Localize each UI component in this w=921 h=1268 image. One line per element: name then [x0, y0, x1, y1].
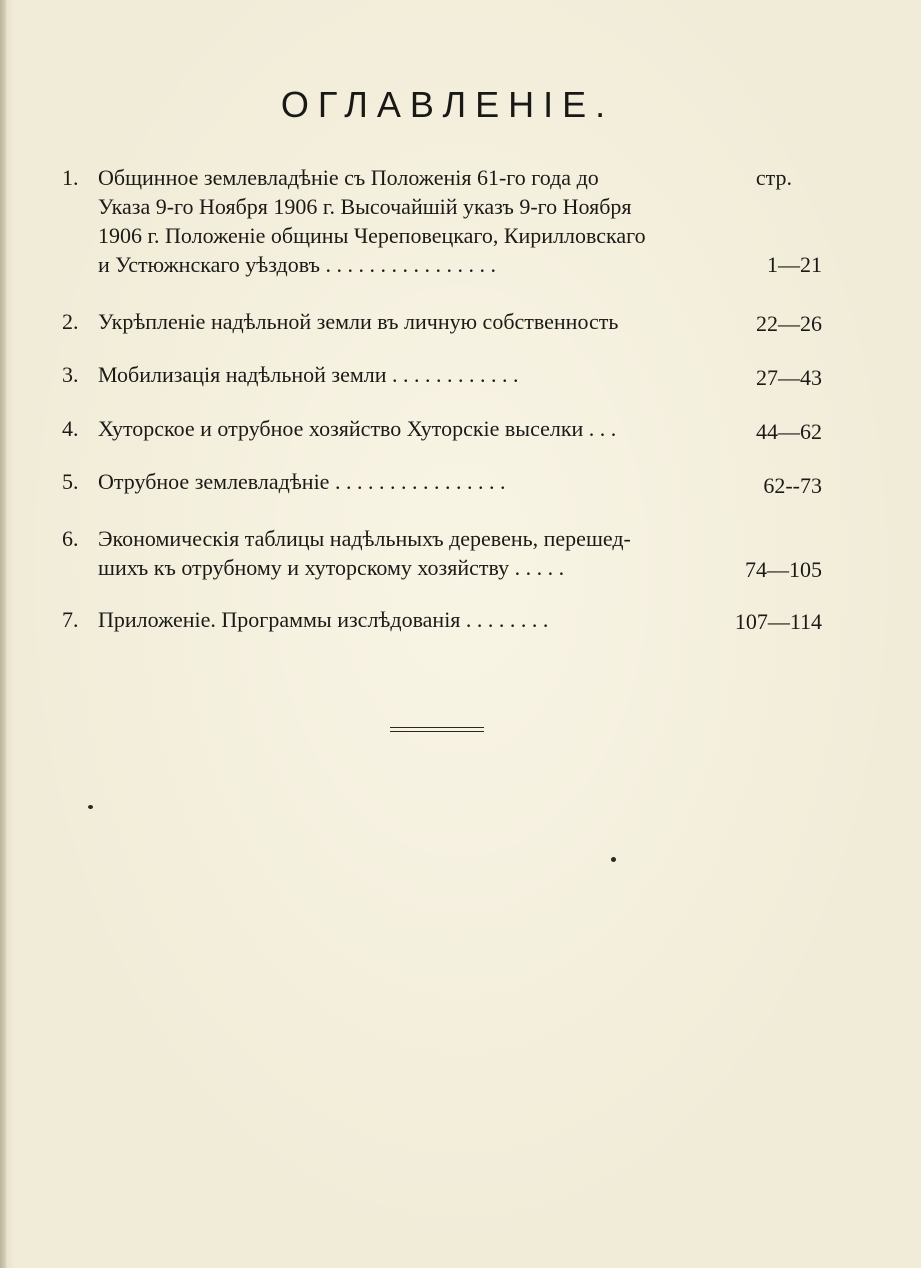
entry-text [98, 360, 718, 389]
entry-number: 5. [62, 469, 79, 494]
toc-entry-5 [62, 467, 822, 497]
entry-line: Мобилизацiя надѣльной земли . . . . . . . . . . . . [98, 362, 519, 387]
entry-number: 2. [62, 309, 79, 334]
print-speck [611, 857, 616, 862]
print-speck [88, 805, 93, 809]
entry-line: 1906 г. Положенiе общины Череповецкаго, Кирилловскаго [98, 223, 646, 248]
entry-line: шихъ къ отрубному и хуторскому хозяйству . . . . . [98, 555, 565, 580]
page-title: ОГЛАВЛЕНIЕ. [280, 84, 615, 125]
closing-rule-top [390, 727, 484, 728]
entry-number: 4. [62, 416, 79, 441]
entry-text [98, 307, 718, 336]
entry-pages: 62--73 [763, 473, 822, 498]
entry-number: 6. [62, 526, 79, 551]
entry-pages: 22—26 [756, 311, 822, 336]
entry-text [98, 524, 718, 582]
entry-line: Отрубное землевладѣнiе . . . . . . . . . . . . . . . . [98, 469, 506, 494]
entry-pages: 74—105 [745, 557, 822, 582]
toc-entry-2 [62, 307, 822, 337]
toc-entry-1 [62, 163, 822, 283]
entry-text [98, 467, 718, 496]
closing-rule-bottom [390, 731, 484, 732]
entry-line: Указа 9-го Ноября 1906 г. Высочайшiй указъ 9-го Ноября [98, 194, 632, 219]
entry-text [98, 605, 718, 634]
entry-number: 3. [62, 362, 79, 387]
entry-line: и Устюжнскаго уѣздовъ . . . . . . . . . . . . . . . . [98, 252, 496, 277]
toc-entry-4 [62, 414, 822, 444]
toc-entry-3 [62, 360, 822, 390]
page-column-label: стр. [755, 165, 792, 190]
toc-entry-7 [62, 605, 822, 635]
entry-text [98, 414, 718, 443]
entry-number: 7. [62, 607, 79, 632]
entry-text [98, 163, 718, 279]
toc-entry-6 [62, 524, 822, 584]
entry-pages: 1—21 [767, 252, 822, 277]
entry-number: 1. [62, 165, 79, 190]
entry-line: Укрѣпленiе надѣльной земли въ личную собственность [98, 309, 619, 334]
entry-pages: 27—43 [756, 365, 822, 390]
entry-pages: 44—62 [756, 419, 822, 444]
entry-line: Приложенiе. Программы изслѣдованiя . . . . . . . . [98, 607, 549, 632]
entry-line: Общинное землевладѣнiе съ Положенiя 61-го года до [98, 165, 599, 190]
entry-line: Экономическiя таблицы надѣльныхъ деревень, перешед- [98, 526, 631, 551]
entry-pages: 107—114 [734, 609, 822, 634]
binding-edge [0, 0, 6, 1268]
entry-line: Хуторское и отрубное хозяйство Хуторскiе выселки . . . [98, 416, 617, 441]
